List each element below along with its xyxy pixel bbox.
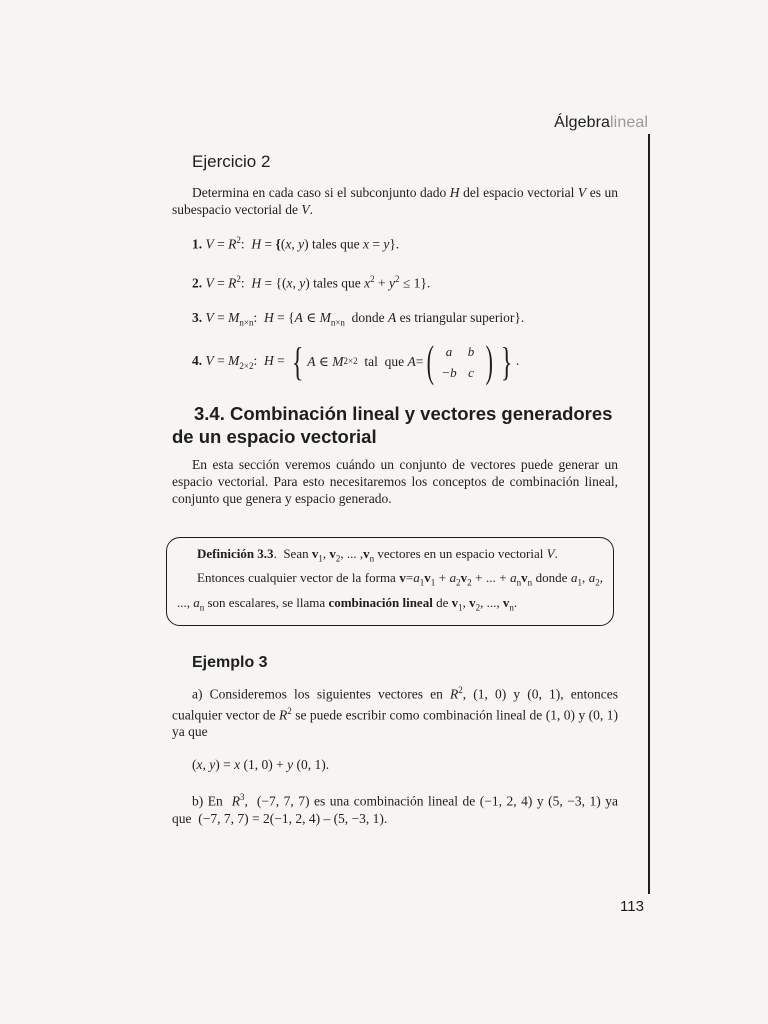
margin-rule (648, 134, 650, 894)
page-number: 113 (620, 898, 644, 915)
page-content (172, 152, 618, 827)
example-b: b) En $R^3$, (−7, 7, 7) es una combinación lineal de (−1, 2, 4) y (5, −3, 1) ya que (−7, 7, 7) = 2(−1, 2, 4) – (5, −3, 1). (172, 792, 618, 826)
example-a: a) Consideremos los siguientes vectores en $R^2$, (1, 0) y (0, 1), entonces cualquier vector de $R^2$ se puede escribir como combinación lineal de (1, 0) y (0, 1) ya que (172, 685, 619, 740)
exercise-intro: Determina en cada caso si el subconjunto dado H del espacio vectorial V es un subespacio vectorial de V. (172, 185, 619, 217)
definition-line2: Entonces cualquier vector de la forma $v=a_1v_1 + a_2v_2$ + ... + $a_nv_n$ donde $a_1$, $a_2$, ..., $a_n$ son escalares, se llama combinación lineal de $v_1$, $v_2$, ..., $v_n$. (177, 570, 603, 613)
definition-line1: Definición 3.3. Sean $v_1$, $v_2$, ... $,v_n$ vectores en un espacio vectorial V. (197, 545, 558, 564)
exercise-item-2: 2. $V = R^2$: H = {(x, y) tales que $x^2 + y^2 \le 1$}. (192, 273, 431, 290)
exercise-item-4: 4. $V = M_{2\times 2}$: H = { A ∈ M 2×2 tal que A = ( a b −b c ) } . (192, 336, 520, 386)
definition-box (166, 537, 614, 627)
running-header (554, 114, 648, 132)
example-a-equation: (x, y) = x (1, 0) + y (0, 1). (192, 757, 330, 773)
header-bold: Álgebra (554, 114, 611, 131)
exercise-title: Ejercicio 2 (192, 152, 271, 171)
exercise-item-3: 3. $V = M_{n\times n}$: H = {A ∈ $M_{n\times n}$ donde A es triangular superior}. (192, 310, 525, 328)
matrix: a b −b c (441, 343, 475, 380)
example-title: Ejemplo 3 (192, 654, 268, 672)
section-title: 3.4. Combinación lineal y vectores generadores de un espacio vectorial (172, 402, 613, 447)
section-intro: En esta sección veremos cuándo un conjunto de vectores puede generar un espacio vectorial. Para esto necesitaremos los conceptos de combinación lineal, conjunto que genera y espacio generado. (172, 456, 618, 506)
exercise-item-1: 1. $V = R^2$: H = {(x, y) tales que x = y}. (192, 235, 400, 252)
header-light: lineal (610, 114, 648, 131)
